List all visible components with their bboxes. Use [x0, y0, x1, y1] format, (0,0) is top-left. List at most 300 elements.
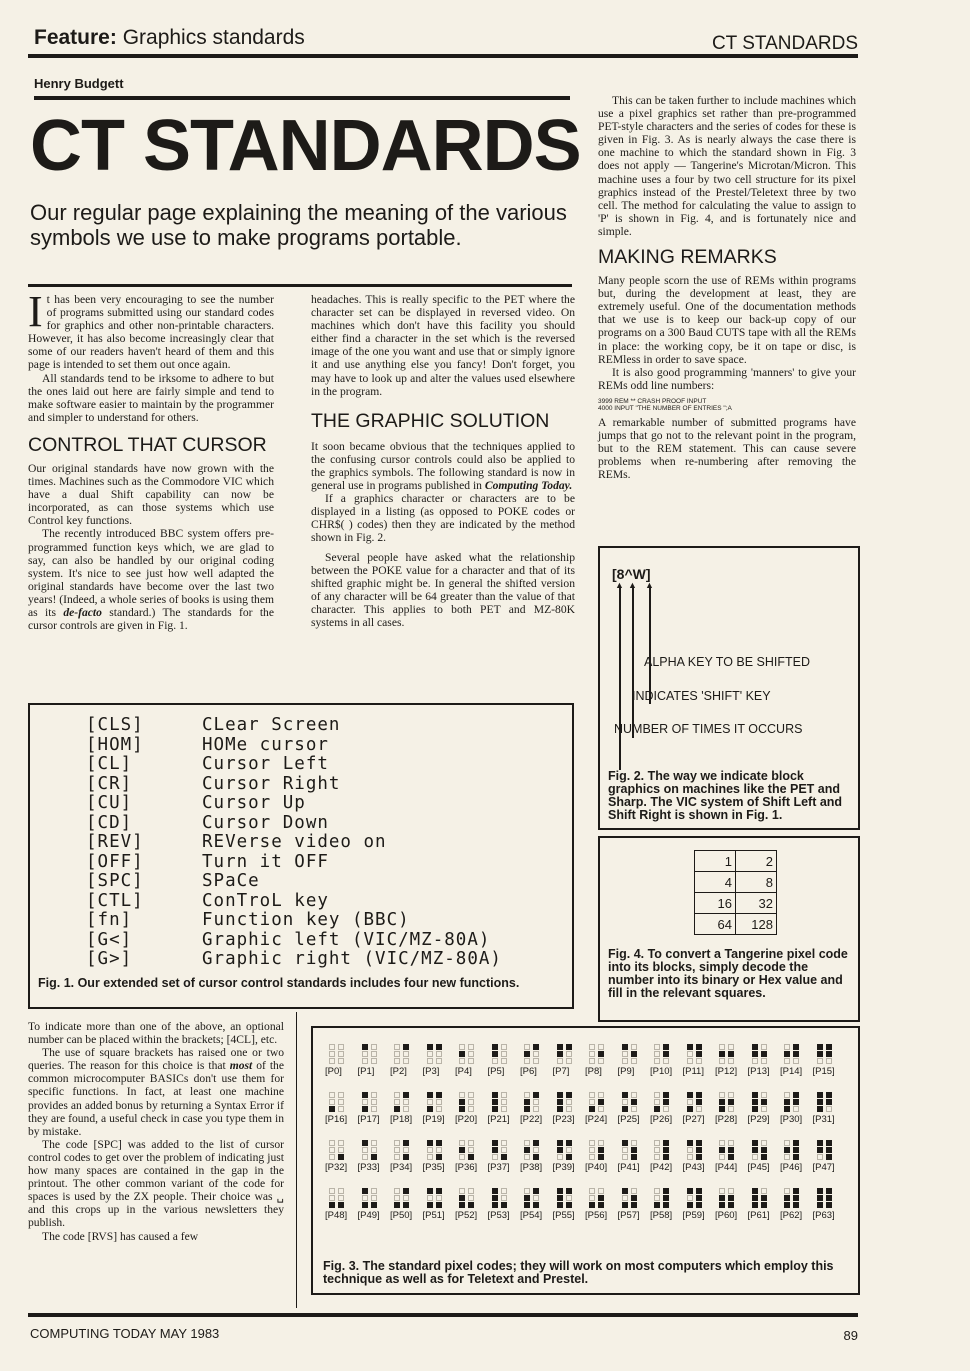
pixel-block	[533, 1202, 539, 1208]
pixel-block	[403, 1092, 409, 1098]
header-rule	[28, 54, 858, 58]
pixel-block	[524, 1051, 530, 1057]
cursor-code-meaning: SPaCe	[202, 871, 260, 891]
pixel-code-cell	[618, 1188, 650, 1222]
pixel-block	[338, 1202, 344, 1208]
pixel-block	[436, 1195, 442, 1201]
pixel-block	[524, 1106, 530, 1112]
pixel-block	[826, 1140, 832, 1146]
pixel-block	[371, 1058, 377, 1064]
pixel-block	[793, 1202, 799, 1208]
pixel-block	[719, 1195, 725, 1201]
pixel-block	[826, 1202, 832, 1208]
pixel-code-cell	[780, 1188, 812, 1222]
pixel-block	[566, 1051, 572, 1057]
pixel-block	[598, 1140, 604, 1146]
code-listing	[598, 398, 856, 412]
pixel-block	[533, 1099, 539, 1105]
pixel-block	[557, 1195, 563, 1201]
pixel-block	[524, 1058, 530, 1064]
pixel-block	[817, 1140, 823, 1146]
pixel-block	[436, 1147, 442, 1153]
pixel-block	[793, 1188, 799, 1194]
pixel-code-label: [P7]	[552, 1066, 570, 1077]
pixel-block	[784, 1202, 790, 1208]
pixel-block	[403, 1099, 409, 1105]
drop-cap: I	[28, 287, 43, 336]
pixel-code-label: [P13]	[747, 1066, 770, 1077]
cursor-code-meaning: REVerse video on	[202, 832, 387, 852]
heading-graphic-solution: THE GRAPHIC SOLUTION	[311, 409, 550, 432]
pixel-block	[501, 1202, 507, 1208]
pixel-block	[817, 1092, 823, 1098]
pixel-block	[338, 1195, 344, 1201]
pixel-block	[329, 1099, 335, 1105]
pixel-code-cell	[683, 1044, 715, 1078]
column-1	[28, 287, 274, 633]
pixel-block	[663, 1202, 669, 1208]
pixel-code-cell	[813, 1140, 845, 1174]
label-shift-key: INDICATES 'SHIFT' KEY	[632, 689, 771, 703]
pixel-code-label: [P10]	[650, 1066, 673, 1077]
cursor-code: [CL]	[86, 754, 133, 774]
pixel-code-cell	[553, 1092, 585, 1126]
pixel-code-label: [P16]	[325, 1114, 348, 1125]
pixel-block	[752, 1106, 758, 1112]
pixel-code-cell	[715, 1188, 747, 1222]
arrow-line-shift	[632, 586, 634, 738]
pixel-code-cell	[585, 1044, 617, 1078]
pixel-block	[557, 1044, 563, 1050]
pixel-code-cell	[325, 1044, 357, 1078]
pixel-block	[427, 1106, 433, 1112]
code-line: 3999 REM ** CRASH PROOF INPUT	[598, 397, 707, 405]
pixel-block	[524, 1147, 530, 1153]
pixel-block	[654, 1044, 660, 1050]
pixel-block	[362, 1051, 368, 1057]
pixel-block	[598, 1195, 604, 1201]
pixel-block	[622, 1202, 628, 1208]
pixel-block	[598, 1044, 604, 1050]
pixel-block	[598, 1092, 604, 1098]
pixel-code-label: [P26]	[650, 1114, 673, 1125]
pixel-block	[394, 1044, 400, 1050]
pixel-block	[566, 1092, 572, 1098]
pixel-code-label: [P60]	[715, 1210, 738, 1221]
pixel-block	[436, 1099, 442, 1105]
pixel-block	[338, 1099, 344, 1105]
pixel-block	[631, 1058, 637, 1064]
cursor-code: [CU]	[86, 793, 133, 813]
pixel-block	[761, 1051, 767, 1057]
pixel-block	[403, 1188, 409, 1194]
pixel-block	[338, 1140, 344, 1146]
pixel-code-label: [P24]	[585, 1114, 608, 1125]
figure-4	[598, 836, 860, 1022]
pixel-code-label: [P45]	[747, 1162, 770, 1173]
pixel-block	[728, 1051, 734, 1057]
pixel-block	[631, 1051, 637, 1057]
pixel-block	[501, 1044, 507, 1050]
pixel-block	[728, 1140, 734, 1146]
pixel-block	[566, 1106, 572, 1112]
pixel-block	[589, 1140, 595, 1146]
standfirst: Our regular page explaining the meaning of the various symbols we use to make programs portable.	[30, 200, 567, 250]
pixel-block	[817, 1188, 823, 1194]
grid-cell: 4	[695, 872, 736, 893]
pixel-block	[427, 1099, 433, 1105]
pixel-block	[728, 1099, 734, 1105]
pixel-block	[459, 1058, 465, 1064]
pixel-code-label: [P12]	[715, 1066, 738, 1077]
pixel-block	[557, 1202, 563, 1208]
paragraph: The code [SPC] was added to the list of cursor control codes to get over the problem of indicating just how many spaces are contained in the gap in the printout. The other common variant of the code for spaces is used by the ZX people. Their choice was ␣ and this crops up in the various newsletters they publish.	[28, 1137, 284, 1230]
pixel-block	[403, 1051, 409, 1057]
pixel-block	[687, 1195, 693, 1201]
pixel-block	[459, 1147, 465, 1153]
pixel-block	[598, 1154, 604, 1160]
cursor-code: [CTL]	[86, 890, 144, 911]
pixel-block	[622, 1099, 628, 1105]
pixel-block	[524, 1188, 530, 1194]
tangerine-pixel-grid	[694, 850, 777, 935]
pixel-code-cell	[390, 1092, 422, 1126]
pixel-block	[719, 1092, 725, 1098]
section-header	[34, 26, 305, 50]
pixel-block	[719, 1202, 725, 1208]
column-2	[311, 293, 575, 629]
pixel-block	[719, 1044, 725, 1050]
page-number: 89	[843, 1328, 858, 1343]
pixel-block	[793, 1147, 799, 1153]
pixel-block	[362, 1099, 368, 1105]
cursor-code: [SPC]	[86, 871, 144, 891]
cursor-code-meaning: Cursor Right	[202, 773, 341, 794]
pixel-block	[459, 1154, 465, 1160]
cursor-code-meaning: Cursor Left	[202, 754, 329, 774]
pixel-code-cell	[423, 1140, 455, 1174]
pixel-block	[631, 1202, 637, 1208]
pixel-block	[566, 1154, 572, 1160]
pixel-block	[784, 1044, 790, 1050]
pixel-block	[793, 1106, 799, 1112]
pixel-code-cell	[650, 1044, 682, 1078]
pixel-block	[728, 1147, 734, 1153]
pixel-block	[719, 1106, 725, 1112]
pixel-block	[436, 1092, 442, 1098]
pixel-block	[329, 1154, 335, 1160]
pixel-block	[728, 1044, 734, 1050]
pixel-code-cell	[585, 1092, 617, 1126]
pixel-block	[403, 1154, 409, 1160]
pixel-block	[696, 1188, 702, 1194]
pixel-block	[338, 1147, 344, 1153]
arrowhead-icon: ▲	[645, 580, 654, 590]
pixel-block	[427, 1154, 433, 1160]
pixel-block	[589, 1188, 595, 1194]
pixel-block	[427, 1195, 433, 1201]
pixel-block	[761, 1092, 767, 1098]
pixel-block	[631, 1099, 637, 1105]
pixel-block	[631, 1188, 637, 1194]
pixel-block	[468, 1092, 474, 1098]
pixel-block	[793, 1051, 799, 1057]
pixel-block	[566, 1188, 572, 1194]
pixel-block	[524, 1044, 530, 1050]
pixel-block	[826, 1147, 832, 1153]
pixel-block	[826, 1058, 832, 1064]
cursor-code: [fn]	[86, 910, 133, 930]
pixel-block	[826, 1099, 832, 1105]
pixel-block	[631, 1106, 637, 1112]
pixel-block	[492, 1092, 498, 1098]
pixel-code-label: [P20]	[455, 1114, 478, 1125]
pixel-block	[362, 1202, 368, 1208]
pixel-code-cell	[358, 1140, 390, 1174]
heading-making-remarks: MAKING REMARKS	[598, 246, 777, 269]
pixel-code-cell	[780, 1044, 812, 1078]
pixel-code-label: [P37]	[487, 1162, 510, 1173]
pixel-block	[622, 1092, 628, 1098]
pixel-block	[728, 1092, 734, 1098]
pixel-block	[696, 1051, 702, 1057]
pixel-block	[492, 1051, 498, 1057]
pixel-code-label: [P52]	[455, 1210, 478, 1221]
pixel-block	[663, 1058, 669, 1064]
pixel-block	[761, 1202, 767, 1208]
cursor-code: [G>]	[86, 949, 133, 969]
pixel-block	[427, 1058, 433, 1064]
pixel-block	[501, 1092, 507, 1098]
pixel-code-cell	[553, 1140, 585, 1174]
pixel-block	[696, 1195, 702, 1201]
pixel-code-cell	[488, 1044, 520, 1078]
paragraph: The use of square brackets has raised one or two queries. The reason for this choice is that most of the common microcomputer BASICs don't use them for specific functions. In fact, at least one machine provides an added bonus by returning a Syntax Error if they are found, a useful check in case you type them in by mistake.	[28, 1046, 284, 1138]
pixel-code-label: [P0]	[325, 1066, 342, 1077]
pixel-block	[468, 1058, 474, 1064]
pixel-code-cell	[748, 1092, 780, 1126]
pixel-block	[338, 1058, 344, 1064]
pixel-code-cell	[780, 1092, 812, 1126]
pixel-block	[436, 1140, 442, 1146]
pixel-block	[817, 1051, 823, 1057]
paragraph: Many people scorn the use of REMs within programs but, during the development at least, they are extremely useful. One of the documentation methods that we use is to keep our back-up copy of our programs on a 300 Baud CUTS tape with all the REMs in place: the working copy, be it on tape or disc, is REMless in order to save space.	[598, 274, 856, 366]
cursor-code: [G<]	[86, 929, 133, 950]
magazine-issue: COMPUTING TODAY MAY 1983	[30, 1326, 220, 1341]
pixel-code-label: [P63]	[812, 1210, 835, 1221]
author: Henry Budgett	[34, 76, 124, 91]
pixel-code-cell	[390, 1044, 422, 1078]
pixel-block	[761, 1106, 767, 1112]
pixel-block	[631, 1092, 637, 1098]
pixel-block	[622, 1154, 628, 1160]
pixel-code-cell	[423, 1044, 455, 1078]
pixel-code-cell	[683, 1140, 715, 1174]
pixel-block	[663, 1140, 669, 1146]
pixel-block	[329, 1058, 335, 1064]
pixel-code-label: [P43]	[682, 1162, 705, 1173]
pixel-code-cell	[390, 1140, 422, 1174]
label-times: NUMBER OF TIMES IT OCCURS	[614, 722, 803, 736]
pixel-code-cell	[715, 1092, 747, 1126]
pixel-code-cell	[715, 1140, 747, 1174]
pixel-block	[501, 1154, 507, 1160]
pixel-block	[728, 1058, 734, 1064]
pixel-block	[752, 1195, 758, 1201]
pixel-block	[557, 1092, 563, 1098]
pixel-block	[663, 1051, 669, 1057]
arrowhead-icon: ▲	[615, 580, 624, 590]
pixel-block	[329, 1051, 335, 1057]
pixel-block	[663, 1195, 669, 1201]
pixel-code-label: [P41]	[617, 1162, 640, 1173]
pixel-block	[589, 1147, 595, 1153]
pixel-code-label: [P27]	[682, 1114, 705, 1125]
pixel-block	[492, 1202, 498, 1208]
pixel-block	[761, 1058, 767, 1064]
pixel-code-cell	[455, 1092, 487, 1126]
pixel-block	[492, 1147, 498, 1153]
pixel-code-label: [P34]	[390, 1162, 413, 1173]
pixel-code-cell	[488, 1140, 520, 1174]
pixel-code-label: [P42]	[650, 1162, 673, 1173]
pixel-code-label: [P28]	[715, 1114, 738, 1125]
pixel-block	[761, 1154, 767, 1160]
pixel-code-label: [P18]	[390, 1114, 413, 1125]
grid-cell: 8	[736, 872, 777, 893]
pixel-code-label: [P40]	[585, 1162, 608, 1173]
pixel-block	[566, 1147, 572, 1153]
pixel-code-label: [P22]	[520, 1114, 543, 1125]
pixel-block	[468, 1140, 474, 1146]
pixel-code-label: [P15]	[812, 1066, 835, 1077]
pixel-block	[817, 1195, 823, 1201]
pixel-block	[403, 1140, 409, 1146]
paragraph: Our original standards have now grown with the times. Machines such as the Commodore VIC which have a dual Shift capability can now be incorporated, as can those systems which use Control key functions.	[28, 461, 274, 528]
pixel-block	[427, 1188, 433, 1194]
pixel-block	[622, 1188, 628, 1194]
pixel-block	[687, 1188, 693, 1194]
pixel-block	[362, 1147, 368, 1153]
pixel-block	[459, 1099, 465, 1105]
pixel-block	[329, 1140, 335, 1146]
pixel-code-cell	[358, 1188, 390, 1222]
paragraph: This can be taken further to include machines which use a pixel graphics set rather than pre-programmed PET-style characters and the series of codes for these is given in Fig. 3. As is nearly always the case there is one machine to which the standard shown in Fig. 3 does not apply — Tangerine's Microtan/Micron. This machine uses a four by two cell structure for its pixel graphics instead of the Prestel/Teletext three by two cell. The method for calculating the value to assign to 'P' is shown in Fig. 4, and is fortunately nice and simple.	[598, 94, 856, 238]
pixel-block	[589, 1092, 595, 1098]
pixel-code-label: [P5]	[487, 1066, 505, 1077]
pixel-block	[566, 1058, 572, 1064]
pixel-block	[524, 1099, 530, 1105]
pixel-block	[784, 1195, 790, 1201]
pixel-block	[784, 1099, 790, 1105]
pixel-block	[784, 1106, 790, 1112]
pixel-block	[566, 1140, 572, 1146]
pixel-block	[696, 1092, 702, 1098]
pixel-block	[826, 1092, 832, 1098]
pixel-block	[362, 1058, 368, 1064]
pixel-block	[394, 1202, 400, 1208]
pixel-code-label: [P44]	[715, 1162, 738, 1173]
pixel-block	[338, 1188, 344, 1194]
pixel-block	[329, 1202, 335, 1208]
pixel-code-cell	[553, 1188, 585, 1222]
pixel-block	[793, 1092, 799, 1098]
pixel-block	[752, 1099, 758, 1105]
pixel-block	[696, 1202, 702, 1208]
pixel-block	[817, 1044, 823, 1050]
pixel-block	[427, 1147, 433, 1153]
pixel-block	[719, 1099, 725, 1105]
pixel-block	[687, 1202, 693, 1208]
pixel-code-cell	[455, 1044, 487, 1078]
pixel-block	[589, 1154, 595, 1160]
pixel-block	[557, 1051, 563, 1057]
pixel-code-label: [P54]	[520, 1210, 543, 1221]
pixel-block	[436, 1106, 442, 1112]
pixel-block	[752, 1051, 758, 1057]
pixel-block	[468, 1195, 474, 1201]
pixel-block	[752, 1044, 758, 1050]
pixel-block	[598, 1051, 604, 1057]
pixel-code-cell	[683, 1188, 715, 1222]
pixel-code-cell	[520, 1188, 552, 1222]
pixel-block	[784, 1140, 790, 1146]
cursor-code: [CD]	[86, 812, 133, 833]
pixel-block	[371, 1051, 377, 1057]
pixel-code-label: [P61]	[747, 1210, 770, 1221]
pixel-block	[663, 1106, 669, 1112]
column-3	[598, 94, 856, 481]
pixel-block	[719, 1140, 725, 1146]
pixel-block	[752, 1202, 758, 1208]
paragraph: It soon became obvious that the techniques applied to the confusing cursor controls could also be applied to the graphics symbols. The following standard is now in general use in programs published in Computing Today.	[311, 439, 575, 493]
pixel-block	[403, 1202, 409, 1208]
pixel-code-label: [P30]	[780, 1114, 803, 1125]
grid-cell: 1	[695, 851, 736, 872]
pixel-block	[622, 1140, 628, 1146]
pixel-block	[784, 1147, 790, 1153]
pixel-code-label: [P51]	[422, 1210, 445, 1221]
pixel-block	[427, 1051, 433, 1057]
pixel-code-cell	[455, 1188, 487, 1222]
pixel-block	[654, 1106, 660, 1112]
pixel-block	[394, 1058, 400, 1064]
pixel-block	[654, 1051, 660, 1057]
cursor-code: [OFF]	[86, 851, 144, 872]
pixel-block	[598, 1106, 604, 1112]
pixel-code-label: [P23]	[552, 1114, 575, 1125]
pixel-block	[403, 1106, 409, 1112]
pixel-code-label: [P53]	[487, 1210, 510, 1221]
pixel-code-label: [P49]	[357, 1210, 380, 1221]
pixel-block	[371, 1092, 377, 1098]
section-label: Feature:	[34, 26, 117, 49]
pixel-code-cell	[325, 1188, 357, 1222]
pixel-block	[752, 1154, 758, 1160]
pixel-block	[566, 1044, 572, 1050]
pixel-block	[492, 1099, 498, 1105]
pixel-code-label: [P9]	[617, 1066, 635, 1077]
pixel-block	[728, 1106, 734, 1112]
pixel-block	[687, 1051, 693, 1057]
pixel-code-label: [P47]	[812, 1162, 835, 1173]
pixel-block	[436, 1188, 442, 1194]
pixel-block	[622, 1051, 628, 1057]
pixel-block	[663, 1154, 669, 1160]
pixel-code-label: [P57]	[617, 1210, 640, 1221]
grid-cell: 2	[736, 851, 777, 872]
pixel-block	[663, 1092, 669, 1098]
